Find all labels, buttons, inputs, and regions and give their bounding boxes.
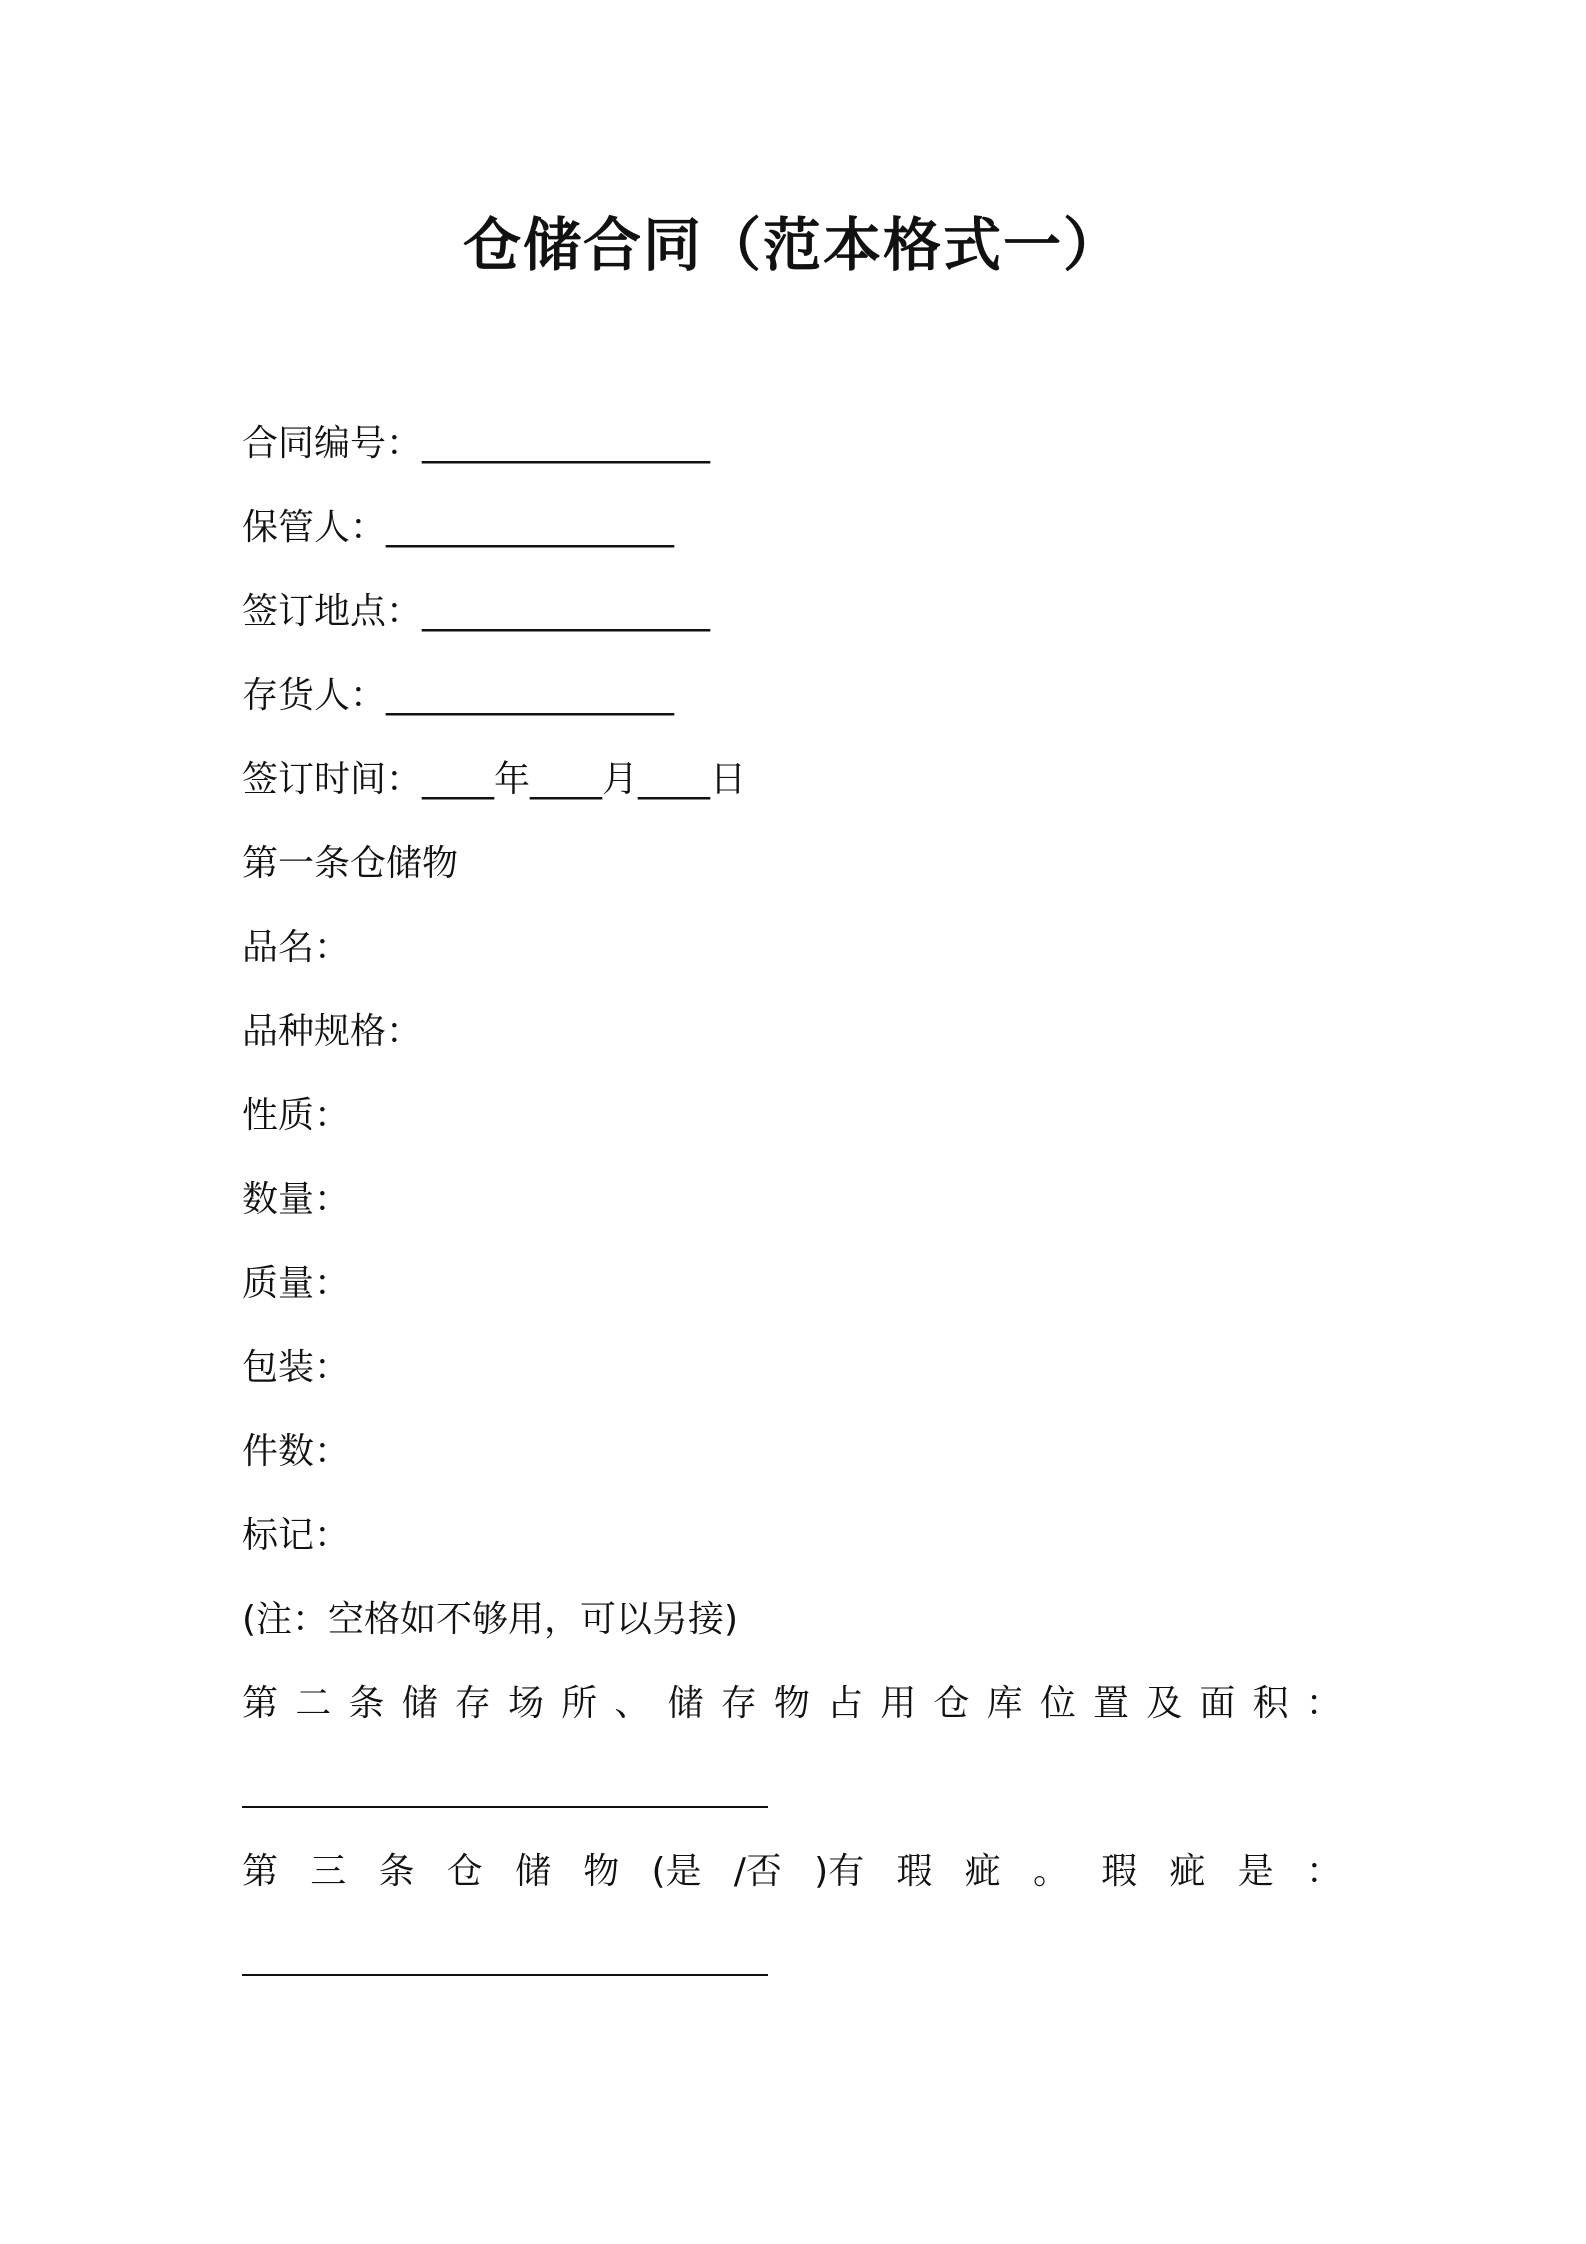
article-2-char: 库 <box>986 1683 1023 1724</box>
field-blank: ________________ <box>386 675 675 716</box>
article-3-char: 储 <box>515 1851 552 1892</box>
article-2-char: ： <box>1305 1683 1342 1724</box>
article-2-char: 积 <box>1252 1683 1289 1724</box>
article-2-char: 物 <box>773 1683 810 1724</box>
article-2-char: 位 <box>1039 1683 1076 1724</box>
article-3-char: (是 <box>651 1851 702 1892</box>
article-3-char: 条 <box>378 1851 415 1892</box>
article-2-blank-line <box>242 1806 768 1808</box>
field-blank: ________________ <box>422 591 711 632</box>
field-label: 保管人： <box>242 507 387 548</box>
signing-place-field <box>242 586 710 638</box>
article-2-char: 存 <box>454 1683 491 1724</box>
field-blank: ________________ <box>386 507 675 548</box>
item-specification: 品种规格： <box>242 1011 423 1052</box>
article-1-heading: 第一条仓储物 <box>242 843 459 884</box>
article-3-char: 疵 <box>1169 1851 1206 1892</box>
article-3-char: 瑕 <box>1101 1851 1138 1892</box>
article-2-char: 占 <box>827 1683 864 1724</box>
field-label: 签订地点： <box>242 591 423 632</box>
article-3-char: 是 <box>1237 1851 1274 1892</box>
day-blank: ____ <box>638 759 711 800</box>
article-3-char: 。 <box>1032 1851 1069 1892</box>
article-3-line <box>242 1846 1342 1898</box>
field-label: 签订时间： <box>242 759 423 800</box>
article-3-blank-line <box>242 1974 768 1976</box>
article-3-char: 疵 <box>964 1851 1001 1892</box>
article-2-char: 储 <box>401 1683 438 1724</box>
article-2-char: 面 <box>1199 1683 1236 1724</box>
article-2-char: 仓 <box>933 1683 970 1724</box>
field-blank: ________________ <box>422 423 711 464</box>
article-2-char: 场 <box>507 1683 544 1724</box>
article-2-char: 、 <box>614 1683 651 1724</box>
field-label: 存货人： <box>242 675 387 716</box>
depositor-field <box>242 670 674 722</box>
year-blank: ____ <box>422 759 495 800</box>
signing-date-field <box>242 754 746 806</box>
item-nature: 性质： <box>242 1095 351 1136</box>
article-3-char: )有 <box>814 1851 865 1892</box>
article-3-char: 三 <box>310 1851 347 1892</box>
article-3-char: /否 <box>733 1851 782 1892</box>
item-product-name: 品名： <box>242 927 351 968</box>
item-marking: 标记： <box>242 1515 351 1556</box>
custodian-field <box>242 502 674 554</box>
article-3-char: 第 <box>242 1851 279 1892</box>
article-2-char: 置 <box>1093 1683 1130 1724</box>
month-blank: ____ <box>530 759 603 800</box>
article-2-char: 用 <box>880 1683 917 1724</box>
contract-number-field <box>242 418 710 470</box>
article-3-char: 物 <box>583 1851 620 1892</box>
day-label: 日 <box>710 759 747 800</box>
article-1-note: (注：空格如不够用，可以另接) <box>242 1599 739 1640</box>
article-2-char: 第 <box>242 1683 279 1724</box>
article-2-char: 存 <box>720 1683 757 1724</box>
article-2-char: 条 <box>348 1683 385 1724</box>
item-packaging: 包装： <box>242 1347 351 1388</box>
document-title: 仓储合同（范本格式一） <box>462 211 1123 279</box>
item-piece-count: 件数： <box>242 1431 351 1472</box>
item-quality: 质量： <box>242 1263 351 1304</box>
year-label: 年 <box>494 759 531 800</box>
month-label: 月 <box>602 759 639 800</box>
article-3-char: ： <box>1305 1851 1342 1892</box>
article-2-char: 储 <box>667 1683 704 1724</box>
article-2-line <box>242 1678 1342 1730</box>
article-2-char: 所 <box>561 1683 598 1724</box>
article-3-char: 仓 <box>446 1851 483 1892</box>
article-3-char: 瑕 <box>896 1851 933 1892</box>
field-label: 合同编号： <box>242 423 423 464</box>
article-2-char: 二 <box>295 1683 332 1724</box>
item-quantity: 数量： <box>242 1179 351 1220</box>
article-2-char: 及 <box>1146 1683 1183 1724</box>
